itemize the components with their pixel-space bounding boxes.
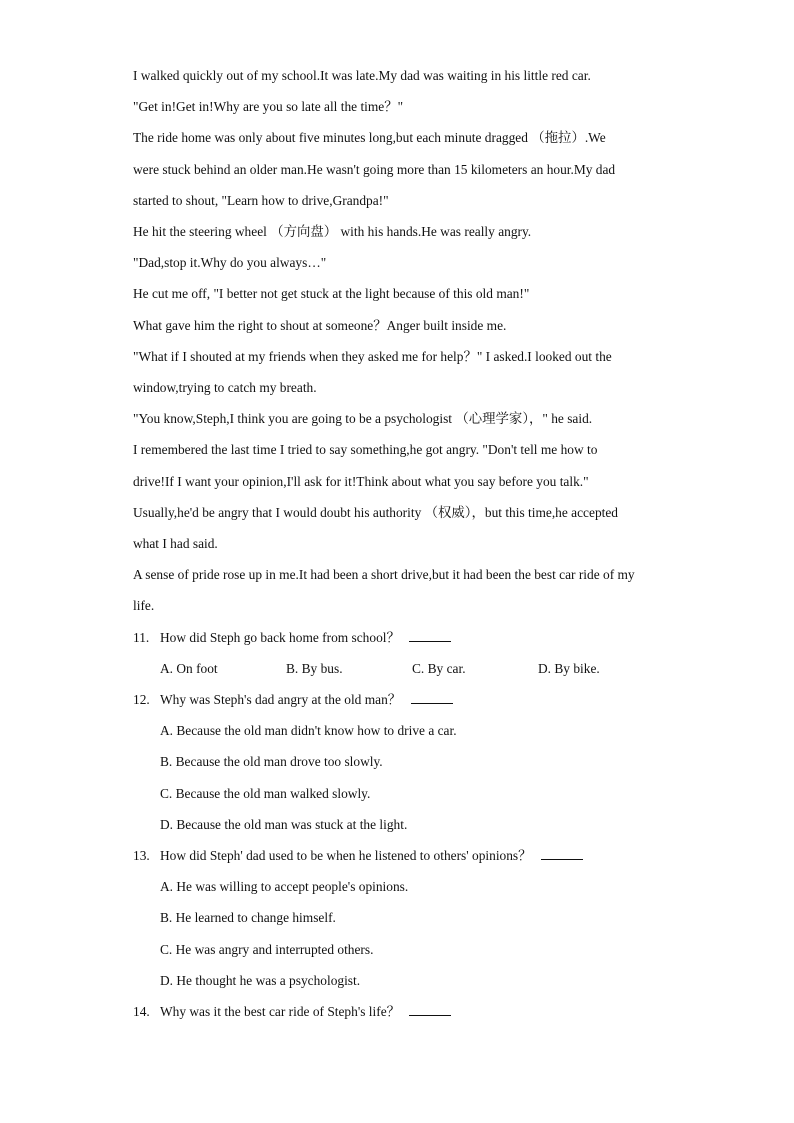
option-a[interactable]: A. He was willing to accept people's opinions. (160, 879, 409, 895)
question-text: How did Steph' dad used to be when he listened to others' opinions？ (160, 848, 532, 864)
option-b[interactable]: B. By bus. (286, 660, 343, 676)
option-a[interactable]: A. On foot (160, 660, 218, 676)
content-area (133, 60, 668, 1027)
option-c[interactable]: C. He was angry and interrupted others. (160, 941, 374, 957)
option-b[interactable]: B. Because the old man drove too slowly. (160, 754, 383, 770)
passage-line: I walked quickly out of my school.It was late.My dad was waiting in his little red car. (133, 68, 591, 83)
passage-line: I remembered the last time I tried to say something,he got angry. "Don't tell me how to (133, 442, 598, 458)
passage-line: what I had said. (133, 536, 218, 552)
answer-blank[interactable] (409, 1003, 451, 1016)
option-c[interactable]: C. Because the old man walked slowly. (160, 785, 371, 801)
question-number: 14. (133, 1004, 150, 1020)
option-c[interactable]: C. By car. (412, 660, 466, 676)
passage-line: were stuck behind an older man.He wasn't going more than 15 kilometers an hour.My dad (133, 161, 616, 177)
passage-line: "Dad,stop it.Why do you always…" (133, 255, 327, 271)
answer-blank[interactable] (541, 847, 583, 860)
question-text: Why was Steph's dad angry at the old man？ (160, 692, 402, 708)
passage-line: Usually,he'd be angry that I would doubt his authority （权威），but this time,he accepted (133, 504, 618, 520)
question-12 (133, 684, 668, 840)
answer-blank[interactable] (411, 691, 453, 704)
question-text: How did Steph go back home from school？ (160, 629, 400, 645)
question-stem (133, 996, 668, 1027)
passage-line: drive!If I want your opinion,I'll ask for it!Think about what you say before you talk." (133, 473, 589, 489)
question-14 (133, 996, 668, 1027)
passage-line: life. (133, 598, 155, 614)
answer-blank[interactable] (409, 629, 451, 642)
question-text: Why was it the best car ride of Steph's life？ (160, 1004, 401, 1020)
option-d[interactable]: D. He thought he was a psychologist. (160, 972, 361, 988)
passage-line: A sense of pride rose up in me.It had been a short drive,but it had been the best car ride of my (133, 567, 635, 583)
passage-line: started to shout, "Learn how to drive,Grandpa!" (133, 192, 389, 208)
question-stem (133, 622, 668, 653)
option-b[interactable]: B. He learned to change himself. (160, 910, 336, 926)
passage-line: "What if I shouted at my friends when they asked me for help？" I asked.I looked out the (133, 348, 612, 364)
question-stem (133, 840, 668, 871)
question-stem (133, 684, 668, 715)
passage-line: What gave him the right to shout at someone？Anger built inside me. (133, 317, 507, 333)
option-d[interactable]: D. Because the old man was stuck at the light. (160, 816, 408, 832)
question-11 (133, 622, 668, 684)
option-row (133, 653, 668, 684)
passage-line: "You know,Steph,I think you are going to be a psychologist （心理学家），" he said. (133, 411, 593, 427)
question-13 (133, 840, 668, 996)
passage-line: He hit the steering wheel （方向盘） with his hands.He was really angry. (133, 224, 532, 240)
reading-passage (133, 60, 668, 622)
option-a[interactable]: A. Because the old man didn't know how to drive a car. (160, 723, 457, 739)
option-d[interactable]: D. By bike. (538, 660, 600, 676)
passage-line: The ride home was only about five minutes long,but each minute dragged （拖拉）.We (133, 130, 606, 146)
passage-line: He cut me off, "I better not get stuck at the light because of this old man!" (133, 286, 530, 302)
passage-line: window,trying to catch my breath. (133, 380, 317, 396)
question-number: 12. (133, 692, 150, 708)
question-number: 11. (133, 629, 150, 645)
passage-line: "Get in!Get in!Why are you so late all the time？" (133, 99, 404, 115)
question-number: 13. (133, 848, 150, 864)
